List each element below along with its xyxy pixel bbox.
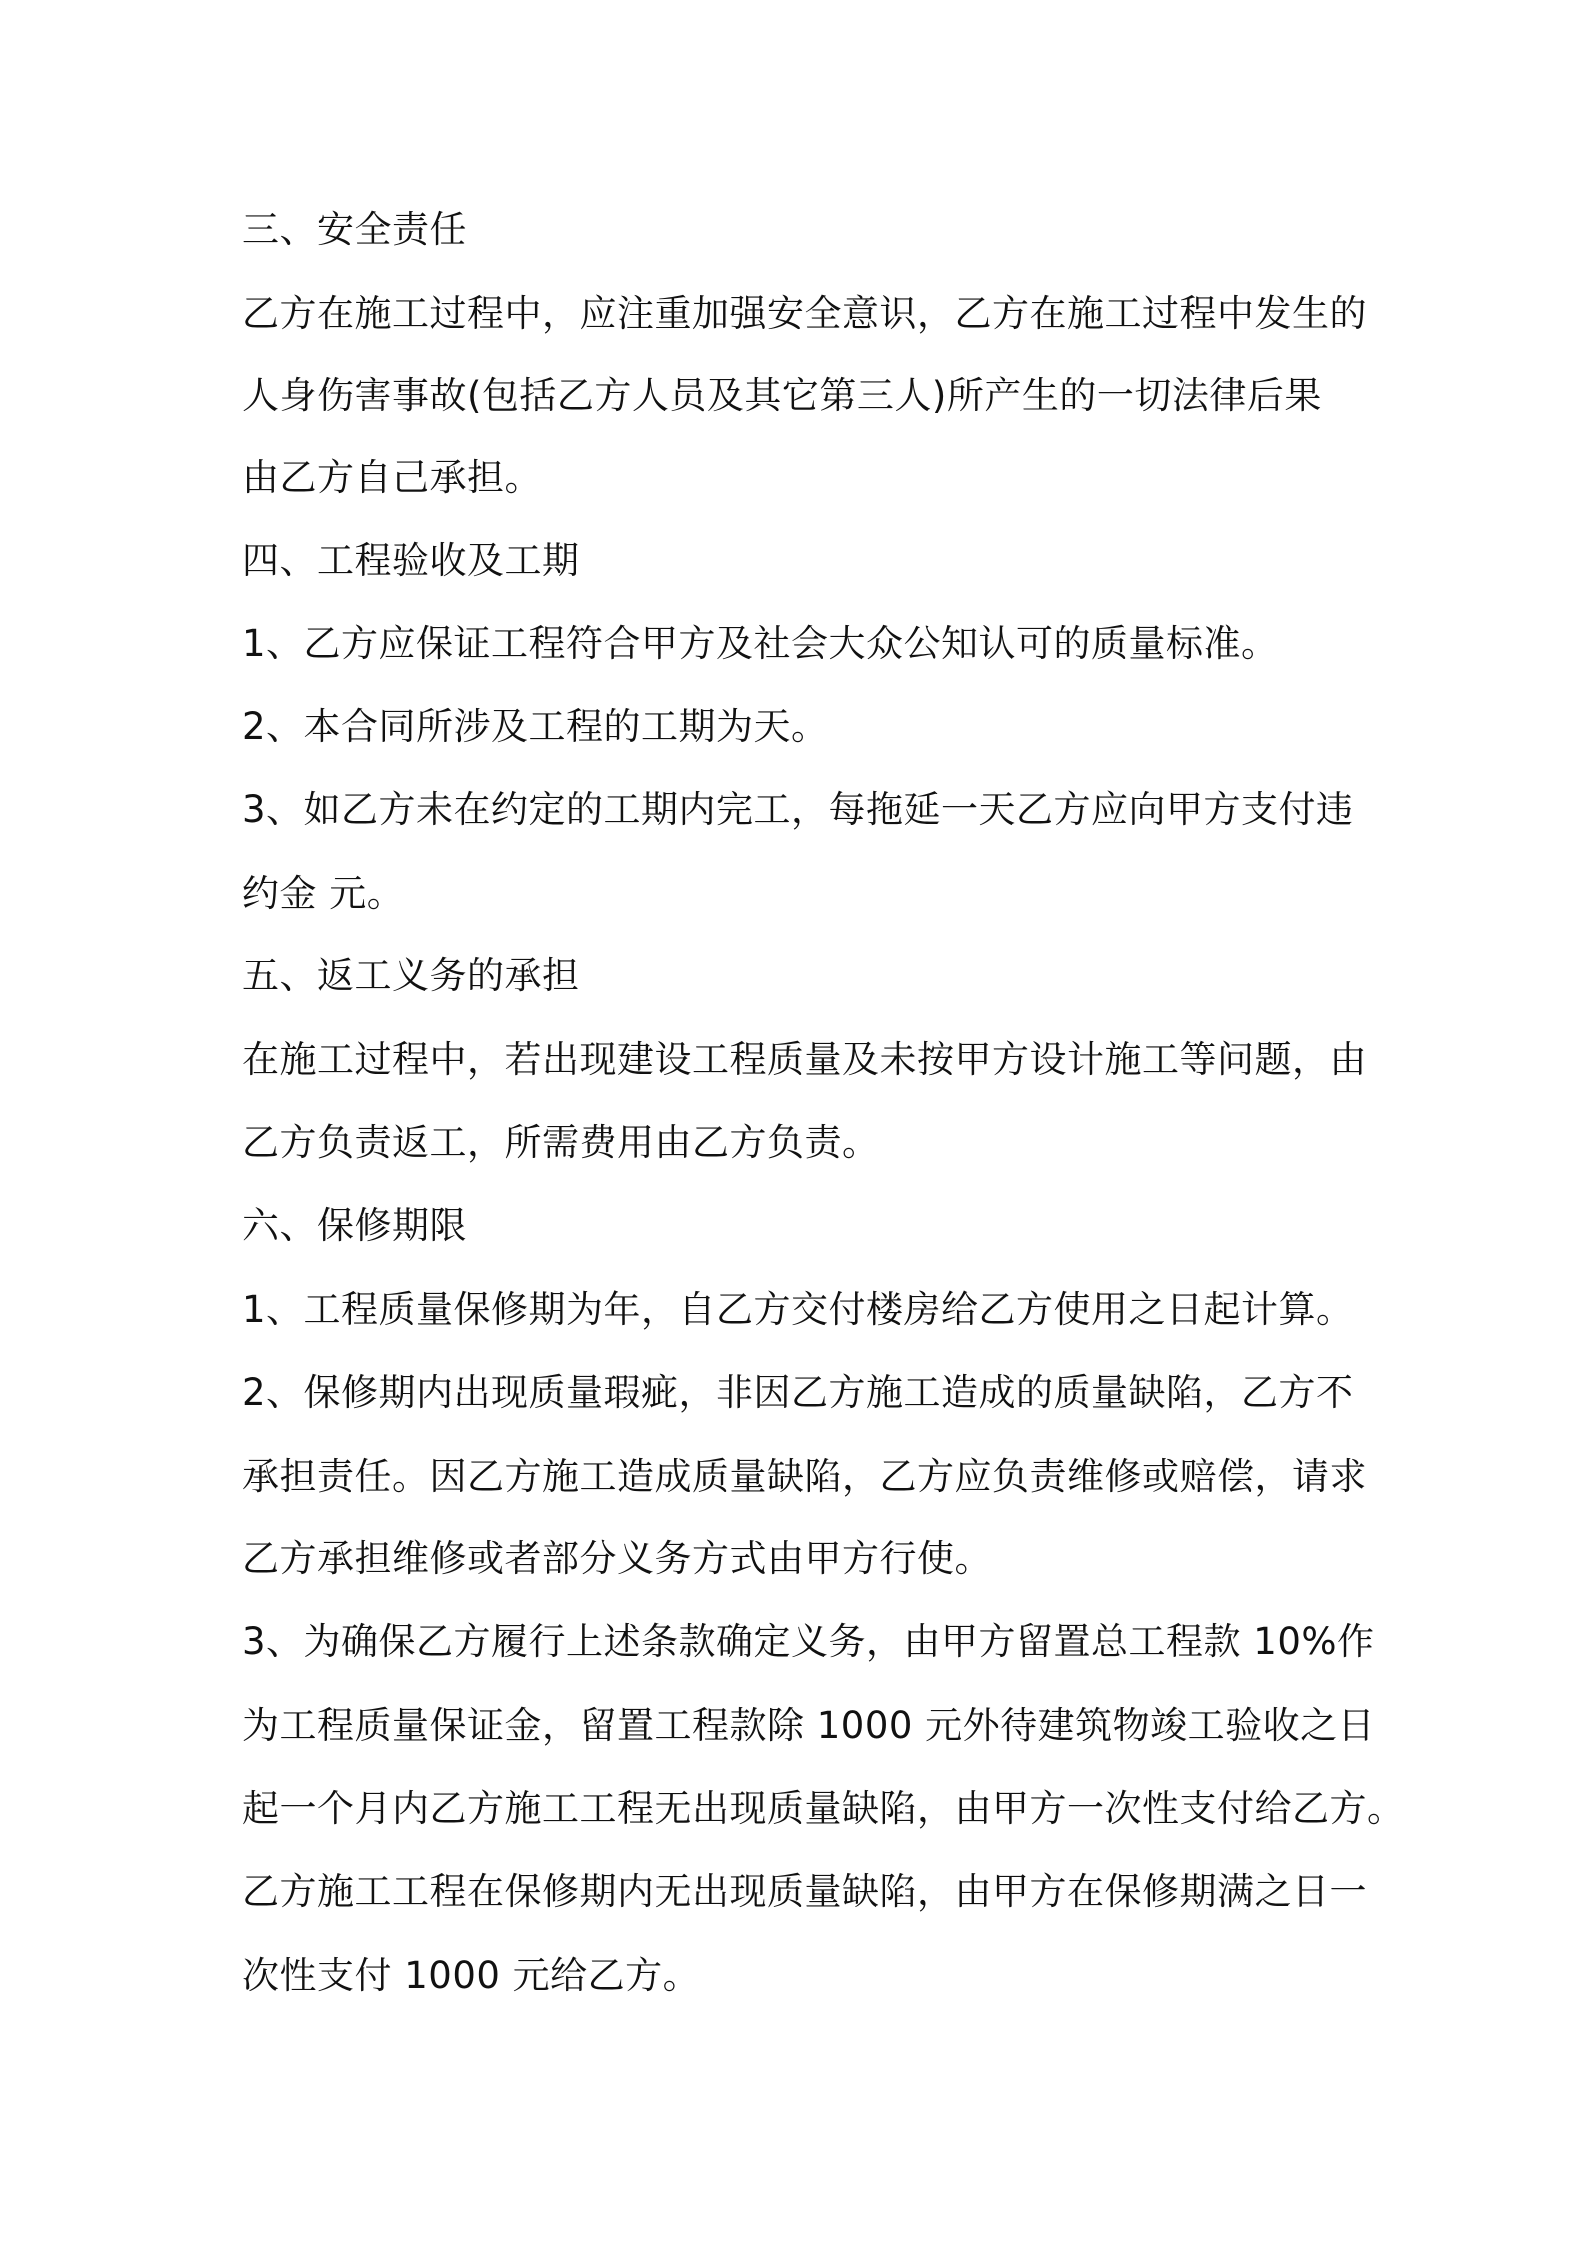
- paragraph-line: 乙方施工工程在保修期内无出现质量缺陷，由甲方在保修期满之日一: [242, 1870, 1367, 1913]
- paragraph-line: 约金 元。: [242, 872, 405, 915]
- paragraph-line: 3、如乙方未在约定的工期内完工，每拖延一天乙方应向甲方支付违: [242, 788, 1354, 831]
- paragraph-line: 为工程质量保证金，留置工程款除 1000 元外待建筑物竣工验收之日: [242, 1704, 1376, 1747]
- paragraph-line: 1、工程质量保修期为年，自乙方交付楼房给乙方使用之日起计算。: [242, 1288, 1354, 1331]
- section-heading-acceptance: 四、工程验收及工期: [242, 539, 580, 582]
- paragraph-line: 3、为确保乙方履行上述条款确定义务，由甲方留置总工程款 10%作: [242, 1620, 1375, 1663]
- paragraph-line: 乙方在施工过程中，应注重加强安全意识，乙方在施工过程中发生的: [242, 292, 1367, 335]
- paragraph-line: 在施工过程中，若出现建设工程质量及未按甲方设计施工等问题，由: [242, 1038, 1367, 1081]
- paragraph-line: 起一个月内乙方施工工程无出现质量缺陷，由甲方一次性支付给乙方。: [242, 1787, 1405, 1830]
- paragraph-line: 1、乙方应保证工程符合甲方及社会大众公知认可的质量标准。: [242, 622, 1279, 665]
- paragraph-line: 2、保修期内出现质量瑕疵，非因乙方施工造成的质量缺陷，乙方不: [242, 1371, 1354, 1414]
- section-heading-rework: 五、返工义务的承担: [242, 954, 580, 997]
- paragraph-line: 乙方负责返工，所需费用由乙方负责。: [242, 1121, 880, 1164]
- paragraph-line: 乙方承担维修或者部分义务方式由甲方行使。: [242, 1537, 992, 1580]
- paragraph-line: 人身伤害事故(包括乙方人员及其它第三人)所产生的一切法律后果: [242, 374, 1322, 417]
- paragraph-line: 承担责任。因乙方施工造成质量缺陷，乙方应负责维修或赔偿，请求: [242, 1455, 1367, 1498]
- section-heading-warranty: 六、保修期限: [242, 1204, 467, 1247]
- section-heading-safety: 三、安全责任: [242, 208, 467, 251]
- paragraph-line: 2、本合同所涉及工程的工期为天。: [242, 705, 829, 748]
- paragraph-line: 由乙方自己承担。: [242, 456, 542, 499]
- paragraph-line: 次性支付 1000 元给乙方。: [242, 1954, 701, 1997]
